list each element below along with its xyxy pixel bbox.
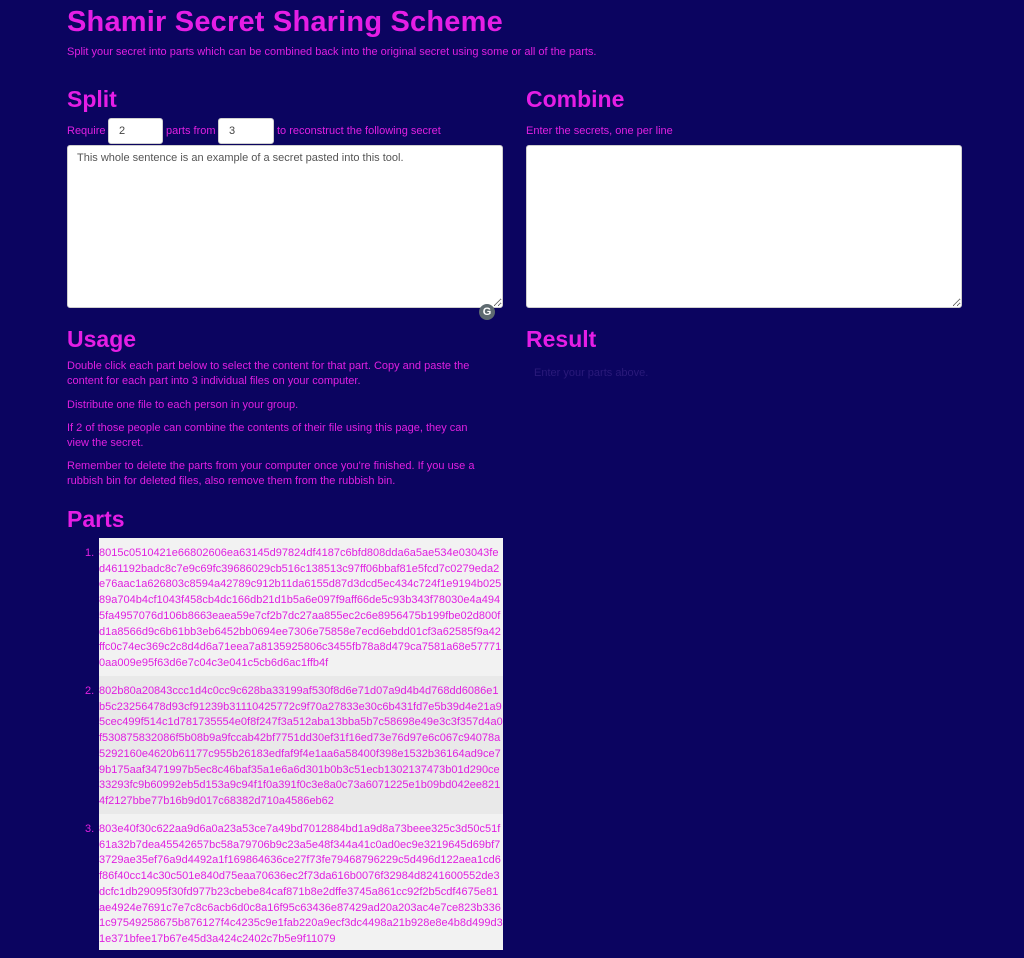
combine-instruction: Enter the secrets, one per line [526,125,673,137]
part-item[interactable] [85,538,503,676]
parts-heading: Parts [67,506,125,532]
usage-heading: Usage [67,326,137,352]
result-heading: Result [526,326,597,352]
combine-heading: Combine [526,86,625,112]
reconstruct-label: to reconstruct the following secret [277,125,441,137]
part-value[interactable]: 8015c0510421e66802606ea63145d97824df4187c6bfd808dda6a5ae534e03043fed461192badc8c7e9c69fc39686029cb516c138513c97ff06bbaf81e5fcd7c0279eda2e76aac1a626803c8594a42789c912b11da6155d87d3dcd5ec434c724f1e9194b02589a704b4cf1043f458cb4dc166db21d1b5a6e097f9aff66de5c93b343f78030e4a4945fa4957076d106b8663eaea59e7cf2b7dc27aa855ec2c6e8956475b199fbe02d800fd1a8566d9c6b61bb3eb6452bb0694ee7306e75858e7ecd6ebdd01cf3a62585f9a42ffc0c74ec369c2c8d4d6a71eea7a8135925806c3455fb78a8d479ca7581a68e577710aa009e95f63d6e7c04c3e041c5cb6d6ac1ffb4f [99,547,502,669]
result-placeholder: Enter your parts above. [534,367,649,379]
part-index: 1. [85,547,95,559]
part-value[interactable]: 802b80a20843ccc1d4c0cc9c628ba33199af530f8d6e71d07a9d4b4d768dd6086e1b5c23256478d93cf91239b31110425772c9f70a27833e30c6b431fd7e5b39d4e21a95cec499f514c1d781735554e0f8f247f3a512aba13bba5b7c58698e49e3c3f357d4a0f530875832086f5b08b9a9fccab42bf7751dd30ef31f16ed73e76d97e6c067c94078a5292160e4620b61177c955b26183edfaf9f4e1aa6a58400f398e1532b36164ad9ce79b175aaf3471997b5ec8c46baf35a1e6a6d301b0b3c51ecb1302137473b01d290ce33293fc9b60992eb5d153a9c94f1f0a391f0c3e8a0c73a6071225e1b09bd042ee8214f2127bbe77b16b9d017c68382d710a4586eb62 [99,685,503,807]
split-heading: Split [67,86,117,112]
usage-paragraph: Remember to delete the parts from your computer once you're finished. If you use a rubbish bin for deleted files, also remove them from the rubbish bin. [67,460,475,487]
usage-paragraph: Double click each part below to select the content for that part. Copy and paste the content for each part into 3 individual files on your computer. [67,360,470,387]
usage-paragraph: If 2 of those people can combine the contents of their file using this page, they can view the secret. [67,422,468,449]
secret-textarea[interactable] [67,145,503,308]
total-parts-input[interactable] [218,118,274,144]
part-item[interactable] [85,676,503,814]
combine-textarea[interactable] [526,145,962,308]
parts-from-label: parts from [166,125,216,137]
part-index: 2. [85,685,95,697]
grammarly-icon[interactable]: G [479,304,495,320]
page-subtitle: Split your secret into parts which can be combined back into the original secret using some or all of the parts. [67,46,597,58]
usage-paragraph: Distribute one file to each person in your group. [67,399,299,411]
part-index: 3. [85,823,95,835]
require-label: Require [67,125,106,137]
parts-list [85,538,503,950]
part-value[interactable]: 803e40f30c622aa9d6a0a23a53ce7a49bd7012884bd1a9d8a73beee325c3d50c51f61a32b7dea45542657bc58a79706b9c23a5e48f344a41c0ad0ec9e3219645d69bf73729ae35ef76a9d4492a1f169864636ce27f73fe79468796229c5d496d122aea1cd6f86f40cc14c30c501e840d75eaa70636ec2f73da616b0076f32984d8241600552de3dcfc1db29095f30fd977b23cbebe84caf871b8e2dffe3745a861cc92f2b5cdf4675e81ae4924e7691c7e7c8c6acb6d0c8a16f95c63436e87429ad20a203ac4e7ce823b3361c97549258675b876127f4c4235c9e1fab220a9ecf3dc4498a21b928e8e4b8d499d31e371bfee17b67e45d3a424c2402c7b5e9f11079 [99,823,503,945]
required-parts-input[interactable] [108,118,163,144]
page-title: Shamir Secret Sharing Scheme [67,6,503,38]
part-item[interactable] [85,814,503,950]
